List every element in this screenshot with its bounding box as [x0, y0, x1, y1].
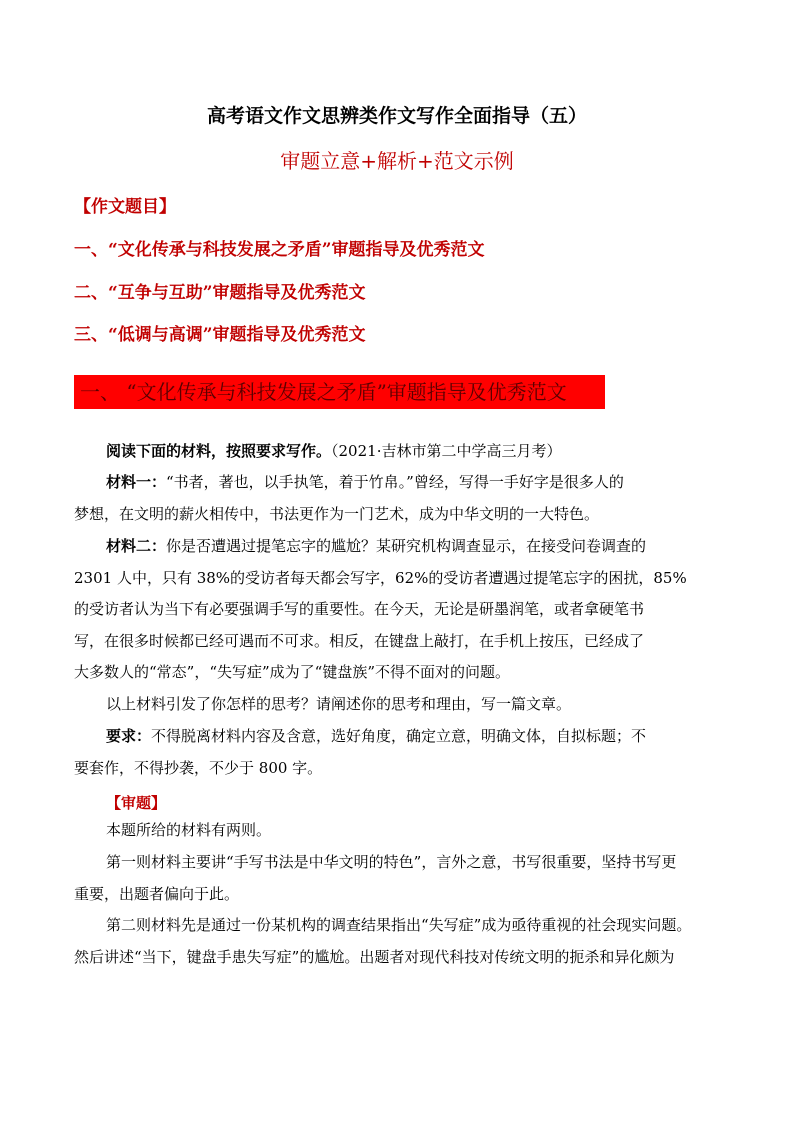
- material-2-line-4: 写，在很多时候都已经可遇而不可求。相反，在键盘上敲打，在手机上按压，已经成了: [74, 631, 645, 650]
- requirements-label: 要求：: [106, 727, 152, 745]
- prompt-line: [106, 440, 561, 461]
- material-2-line-3: 的受访者认为当下有必要强调手写的重要性。在今天，无论是研墨润笔，或者拿硬笔书: [74, 600, 645, 618]
- analysis-3: [74, 910, 720, 973]
- material-1-line-2: 梦想，在文明的薪火相传中，书法更作为一门艺术，成为中华文明的一大特色。: [74, 504, 600, 523]
- prompt-instruction: 阅读下面的材料，按照要求写作。: [106, 442, 332, 460]
- section-banner: 一、 “文化传承与科技发展之矛盾”审题指导及优秀范文: [74, 375, 605, 409]
- analysis-2: [74, 847, 720, 910]
- analysis-3-line-1: 第二则材料先是通过一份某机构的调查结果指出“失写症”成为亟待重视的社会现实问题。: [106, 916, 692, 934]
- material-1-line-1: “书者，著也，以手执笔，着于竹帛。”曾经，写得一手好字是很多人的: [166, 473, 624, 491]
- material-1: [74, 467, 720, 530]
- question-text: 以上材料引发了你怎样的思考？请阐述你的思考和理由，写一篇文章。: [106, 695, 572, 713]
- analysis-1: [74, 815, 720, 847]
- toc-item-3[interactable]: 三、“低调与高调”审题指导及优秀范文: [74, 325, 366, 345]
- toc-item-1[interactable]: 一、“文化传承与科技发展之矛盾”审题指导及优秀范文: [74, 240, 485, 260]
- shenti-heading: 【审题】: [106, 794, 167, 812]
- page-title: 高考语文作文思辨类作文写作全面指导（五）: [206, 105, 587, 127]
- requirements: [74, 721, 720, 784]
- analysis-3-line-2: 然后讲述“当下，键盘手患失写症”的尴尬。出题者对现代科技对传统文明的扼杀和异化颇为: [74, 947, 675, 966]
- material-2-line-1: 你是否遭遇过提笔忘字的尴尬？某研究机构调查显示，在接受问卷调查的: [166, 537, 647, 555]
- page-subtitle: 审题立意+解析+范文示例: [280, 149, 514, 173]
- question: [74, 689, 720, 721]
- analysis-2-line-1: 第一则材料主要讲“手写书法是中华文明的特色”，言外之意，书写很重要，坚持书写更: [106, 853, 677, 871]
- requirements-line-2: 要套作，不得抄袭，不少于 800 字。: [74, 758, 323, 777]
- toc-item-2[interactable]: 二、“互争与互助”审题指导及优秀范文: [74, 283, 366, 303]
- material-1-label: 材料一：: [106, 473, 167, 491]
- material-2-line-2: 2301 人中，只有 38%的受访者每天都会写字，62%的受访者遭遇过提笔忘字的困扰，85%: [74, 568, 687, 587]
- toc-heading: 【作文题目】: [74, 197, 176, 217]
- requirements-line-1: 不得脱离材料内容及含意，选好角度，确定立意，明确文体，自拟标题；不: [151, 727, 647, 745]
- material-2-label: 材料二：: [106, 537, 167, 555]
- material-2: [74, 531, 720, 689]
- analysis-2-line-2: 重要，出题者偏向于此。: [74, 884, 240, 903]
- material-2-line-5: 大多数人的“常态”，“失写症”成为了“键盘族”不得不面对的问题。: [74, 663, 511, 681]
- analysis-1-text: 本题所给的材料有两则。: [106, 821, 272, 839]
- prompt-source: （2021·吉林市第二中学高三月考）: [331, 442, 562, 460]
